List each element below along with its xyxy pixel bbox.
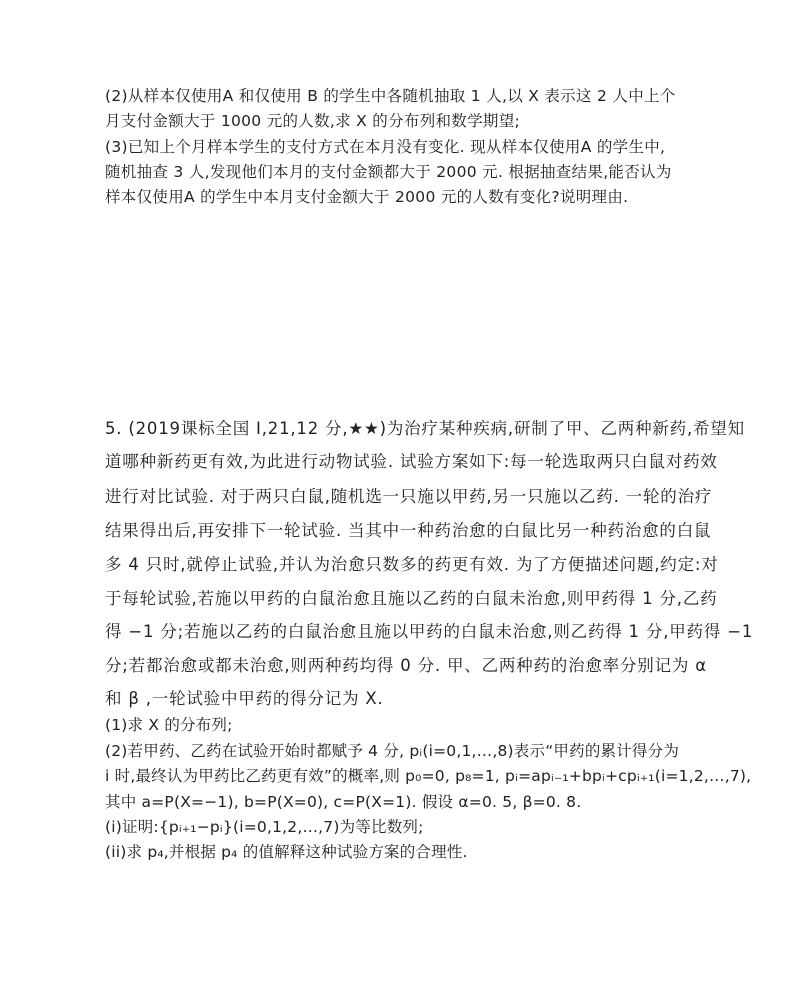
text-line: (2)从样本仅使用A 和仅使用 B 的学生中各随机抽取 1 人,以 X 表示这 2 人中上个	[105, 87, 676, 105]
text-line: 月支付金额大于 1000 元的人数,求 X 的分布列和数学期望;	[105, 112, 521, 130]
text-line: 于每轮试验,若施以甲药的白鼠治愈且施以乙药的白鼠未治愈,则甲药得 1 分,乙药	[105, 589, 718, 608]
text-line: 和 β ,一轮试验中甲药的得分记为 X.	[105, 689, 384, 708]
text-line: i 时,最终认为甲药比乙药更有效”的概率,则 p₀=0, p₈=1, pᵢ=apᵢ₋₁+bpᵢ+cpᵢ₊₁(i=1,2,…,7),	[105, 767, 752, 785]
text-line: 随机抽查 3 人,发现他们本月的支付金额都大于 2000 元. 根据抽查结果,能否认为	[105, 163, 672, 181]
text-line: 多 4 只时,就停止试验,并认为治愈只数多的药更有效. 为了方便描述问题,约定:对	[105, 555, 719, 574]
text-line: (3)已知上个月样本学生的支付方式在本月没有变化. 现从样本仅使用A 的学生中,	[105, 138, 666, 156]
text-line: 道哪种新药更有效,为此进行动物试验. 试验方案如下:每一轮选取两只白鼠对药效	[105, 452, 718, 471]
text-line: 样本仅使用A 的学生中本月支付金额大于 2000 元的人数有变化?说明理由.	[105, 188, 629, 206]
text-line: (ii)求 p₄,并根据 p₄ 的值解释这种试验方案的合理性.	[105, 843, 468, 861]
text-line: 5. (2019课标全国 Ⅰ,21,12 分,★★)为治疗某种疾病,研制了甲、乙两种新药,希望知	[105, 419, 745, 438]
text-line: 其中 a=P(X=−1), b=P(X=0), c=P(X=1). 假设 α=0. 5, β=0. 8.	[105, 793, 582, 811]
text-line: (2)若甲药、乙药在试验开始时都赋予 4 分, pᵢ(i=0,1,…,8)表示“甲药的累计得分为	[105, 742, 680, 760]
text-line: (i)证明:{pᵢ₊₁−pᵢ}(i=0,1,2,…,7)为等比数列;	[105, 818, 424, 836]
text-line: 分;若都治愈或都未治愈,则两种药均得 0 分. 甲、乙两种药的治愈率分别记为 α	[105, 656, 707, 675]
text-line: 结果得出后,再安排下一轮试验. 当其中一种药治愈的白鼠比另一种药治愈的白鼠	[105, 521, 712, 540]
text-line: 进行对比试验. 对于两只白鼠,随机选一只施以甲药,另一只施以乙药. 一轮的治疗	[105, 487, 713, 506]
text-line: (1)求 X 的分布列;	[105, 716, 233, 734]
text-line: 得 −1 分;若施以乙药的白鼠治愈且施以甲药的白鼠未治愈,则乙药得 1 分,甲药得 −1	[105, 622, 754, 641]
